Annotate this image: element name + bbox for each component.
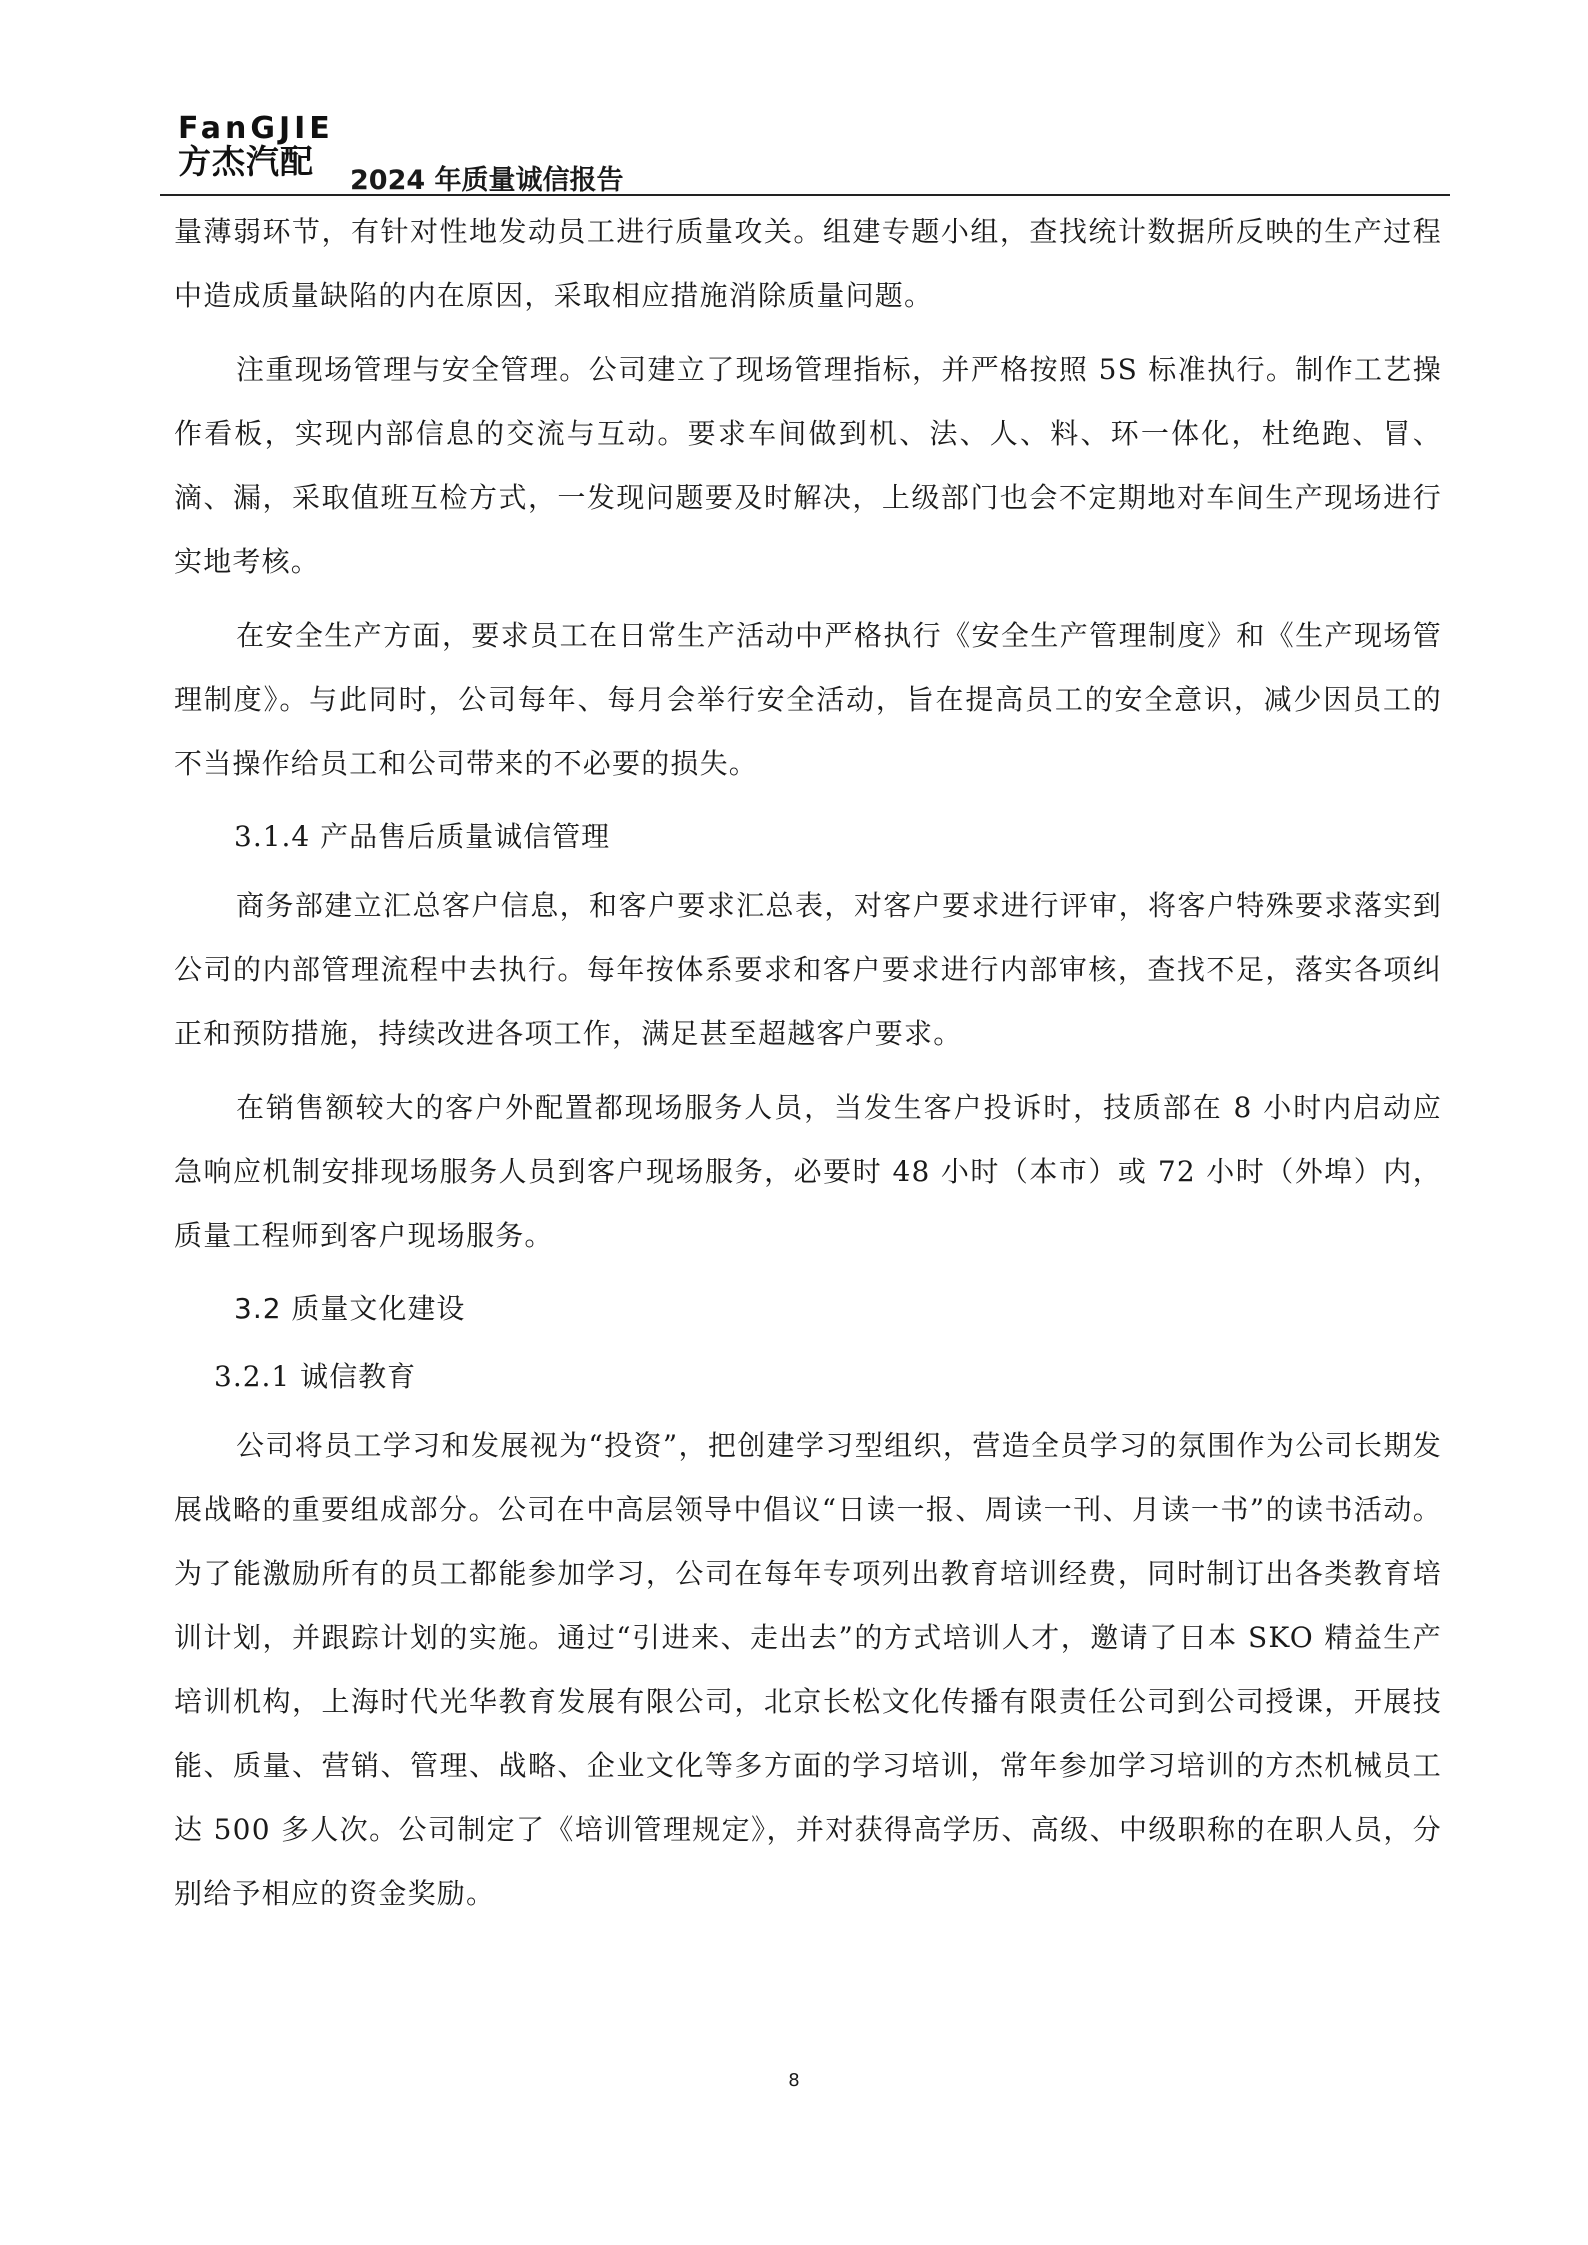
header-divider [160,194,1450,196]
page-number: 8 [788,2070,800,2091]
logo-chinese-name: 方杰汽配 [178,142,314,181]
company-logo [178,111,346,181]
section-heading-3-1-4: 3.1.4 产品售后质量诚信管理 [234,820,611,853]
page-body [174,200,1442,1936]
paragraph-safety-production: 在安全生产方面，要求员工在日常生产活动中严格执行《安全生产管理制度》和《生产现场管理制度》。与此同时，公司每年、每月会举行安全活动，旨在提高员工的安全意识，减少因员工的不当操作给员工和公司带来的不必要的损失。 [174,619,1442,780]
page-header [160,108,1450,194]
paragraph-onsite-service: 在销售额较大的客户外配置都现场服务人员，当发生客户投诉时，技质部在 8 小时内启动应急响应机制安排现场服务人员到客户现场服务，必要时 48 小时（本市）或 72 小时（外埠）内，质量工程师到客户现场服务。 [174,1091,1442,1252]
section-heading-3-2: 3.2 质量文化建设 [234,1292,466,1325]
paragraph-customer-requirements: 商务部建立汇总客户信息，和客户要求汇总表，对客户要求进行评审，将客户特殊要求落实到公司的内部管理流程中去执行。每年按体系要求和客户要求进行内部审核，查找不足，落实各项纠正和预防措施，持续改进各项工作，满足甚至超越客户要求。 [174,889,1442,1050]
paragraph-site-management: 注重现场管理与安全管理。公司建立了现场管理指标，并严格按照 5S 标准执行。制作工艺操作看板，实现内部信息的交流与互动。要求车间做到机、法、人、料、环一体化，杜绝跑、冒、滴、漏，采取值班互检方式，一发现问题要及时解决，上级部门也会不定期地对车间生产现场进行实地考核。 [174,353,1442,578]
paragraph-quality-weak-points: 量薄弱环节，有针对性地发动员工进行质量攻关。组建专题小组，查找统计数据所反映的生产过程中造成质量缺陷的内在原因，采取相应措施消除质量问题。 [174,215,1442,312]
section-heading-3-2-1: 3.2.1 诚信教育 [214,1360,417,1393]
logo-wordmark: FanGJIE [178,111,334,146]
report-title: 2024 年质量诚信报告 [350,165,624,196]
paragraph-integrity-education: 公司将员工学习和发展视为“投资”，把创建学习型组织，营造全员学习的氛围作为公司长期发展战略的重要组成部分。公司在中高层领导中倡议“日读一报、周读一刊、月读一书”的读书活动。为了能激励所有的员工都能参加学习，公司在每年专项列出教育培训经费，同时制订出各类教育培训计划，并跟踪计划的实施。通过“引进来、走出去”的方式培训人才，邀请了日本 SKO 精益生产培训机构，上海时代光华教育发展有限公司，北京长松文化传播有限责任公司到公司授课，开展技能、质量、营销、管理、战略、企业文化等多方面的学习培训，常年参加学习培训的方杰机械员工达 500 多人次。公司制定了《培训管理规定》，并对获得高学历、高级、中级职称的在职人员，分别给予相应的资金奖励。 [174,1429,1442,1910]
